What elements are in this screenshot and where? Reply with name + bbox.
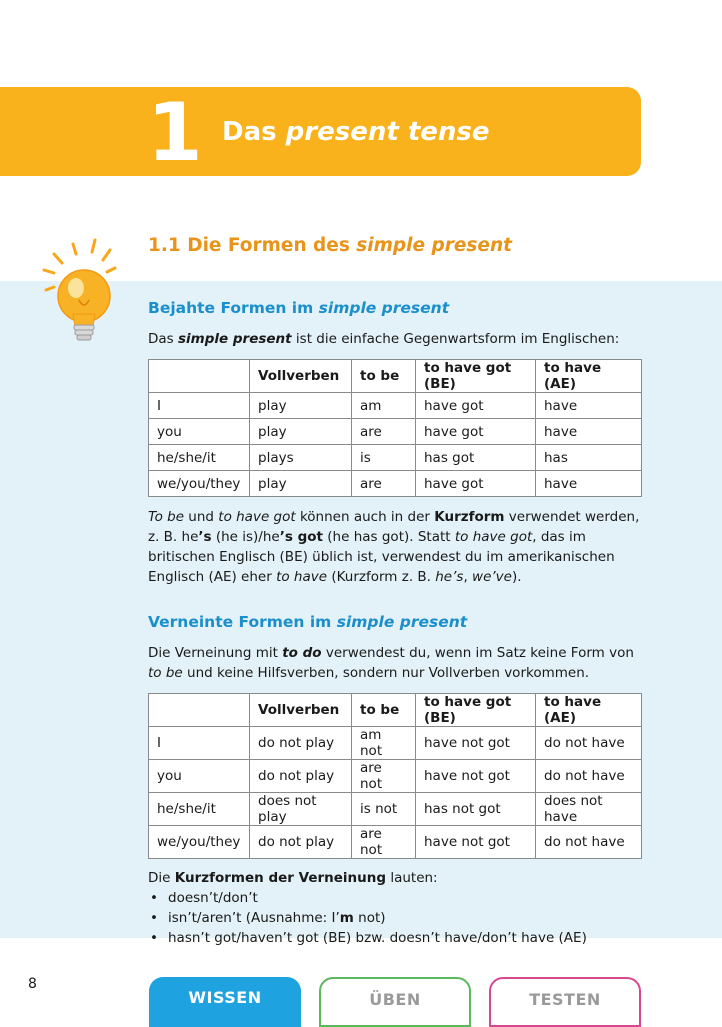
table-header: to be [352,694,416,727]
table-header [149,360,250,393]
table-cell: has not got [416,793,536,826]
negative-heading: Verneinte Formen im simple present [148,613,468,631]
table-cell: I [149,393,250,419]
affirmative-section [148,297,642,587]
table-header: to be [352,360,416,393]
table-cell: has [536,445,642,471]
table-cell: play [250,419,352,445]
table-cell: are not [352,760,416,793]
short-forms-list [148,888,642,948]
chapter-number: 1 [147,86,203,179]
table-cell: do not play [250,826,352,859]
tab-ueben[interactable]: ÜBEN [319,977,471,1027]
table-cell: plays [250,445,352,471]
table-header-row [149,694,642,727]
table-cell: have [536,393,642,419]
table-cell: are [352,419,416,445]
tab-wissen[interactable]: WISSEN [149,977,301,1027]
table-cell: have got [416,471,536,497]
table-cell: are [352,471,416,497]
table-row [149,727,642,760]
lightbulb-icon [40,236,120,346]
table-cell: have [536,471,642,497]
table-cell: am not [352,727,416,760]
negative-intro: Die Verneinung mit to do verwendest du, wenn im Satz keine Form von to be und keine Hilfsverben, sondern nur Vollverben vorkommen. [148,645,634,681]
table-header: to have got (BE) [416,694,536,727]
table-header: Vollverben [250,360,352,393]
table-header: to have (AE) [536,360,642,393]
table-row [149,419,642,445]
chapter-title: Das present tense [222,117,490,147]
table-cell: have not got [416,727,536,760]
table-header [149,694,250,727]
table-cell: do not play [250,760,352,793]
table-header: Vollverben [250,694,352,727]
table-cell: do not play [250,727,352,760]
table-row [149,393,642,419]
table-cell: do not have [536,760,642,793]
affirmative-table [148,359,642,497]
table-cell: am [352,393,416,419]
page-number: 8 [28,976,37,992]
list-item: • doesn’t/don’t [148,888,642,908]
table-cell: he/she/it [149,793,250,826]
table-cell: do not have [536,727,642,760]
table-cell: have not got [416,826,536,859]
table-cell: we/you/they [149,826,250,859]
table-cell: you [149,760,250,793]
short-forms-intro: Die Kurzformen der Verneinung lauten: [148,870,438,886]
table-cell: are not [352,826,416,859]
table-cell: do not have [536,826,642,859]
negative-table [148,693,642,859]
table-header: to have (AE) [536,694,642,727]
negative-section [148,611,642,948]
table-cell: have got [416,393,536,419]
table-cell: we/you/they [149,471,250,497]
table-cell: have [536,419,642,445]
table-cell: he/she/it [149,445,250,471]
table-cell: you [149,419,250,445]
list-item: • hasn’t got/haven’t got (BE) bzw. doesn’t have/don’t have (AE) [148,928,642,948]
affirmative-intro: Das simple present ist die einfache Gegenwartsform im Englischen: [148,331,620,347]
table-cell: does not play [250,793,352,826]
table-cell: is not [352,793,416,826]
table-row [149,471,642,497]
table-header-row [149,360,642,393]
affirmative-heading: Bejahte Formen im simple present [148,299,450,317]
table-row [149,826,642,859]
section-title: 1.1 Die Formen des simple present [148,235,512,256]
table-header: to have got (BE) [416,360,536,393]
list-item: • isn’t/aren’t (Ausnahme: I’m not) [148,908,642,928]
table-cell: play [250,393,352,419]
table-cell: have got [416,419,536,445]
table-row [149,793,642,826]
table-row [149,445,642,471]
table-cell: have not got [416,760,536,793]
table-cell: does not have [536,793,642,826]
table-cell: I [149,727,250,760]
tab-testen[interactable]: TESTEN [489,977,641,1027]
table-cell: has got [416,445,536,471]
table-row [149,760,642,793]
table-cell: is [352,445,416,471]
kurzform-note: To be und to have got können auch in der Kurzform verwendet werden, z. B. he’s (he is)/he’s got (he has got). Statt to have got, das im britischen Englisch (BE) üblich ist, verwendest du im amerikanischen Englisch (AE) eher to have (Kurzform z. B. he’s, we’ve). [148,509,640,585]
table-cell: play [250,471,352,497]
